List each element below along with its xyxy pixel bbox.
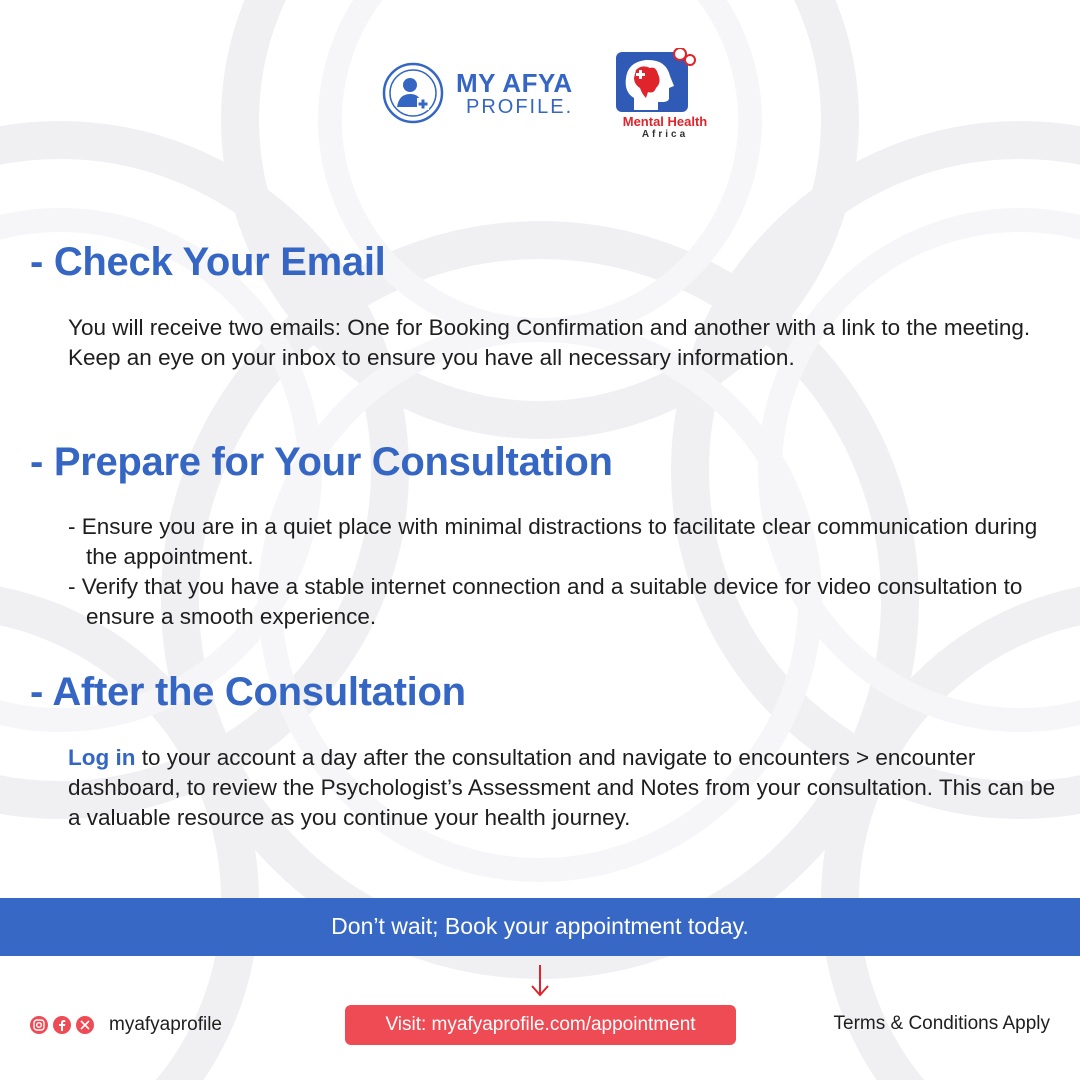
afya-profile-logo-icon	[382, 62, 444, 124]
mha-wordmark-line2: Africa	[641, 129, 689, 140]
afya-wordmark-line2: PROFILE.	[466, 96, 574, 118]
instagram-icon[interactable]	[30, 1016, 48, 1034]
section-heading-after: - After the Consultation	[30, 670, 466, 714]
afya-wordmark-line1: MY AFYA	[456, 68, 573, 98]
cta-banner: Don’t wait; Book your appointment today.	[0, 898, 1080, 956]
social-links	[30, 1014, 222, 1036]
visit-appointment-link[interactable]: Visit: myafyaprofile.com/appointment	[345, 1005, 736, 1045]
facebook-icon[interactable]	[53, 1016, 71, 1034]
arrow-down-icon	[528, 963, 552, 999]
prepare-bullet-2: - Verify that you have a stable internet connection and a suitable device for video consultation to ensure a smooth experience.	[68, 574, 1023, 629]
x-twitter-icon[interactable]	[76, 1016, 94, 1034]
terms-conditions-text: Terms & Conditions Apply	[833, 1013, 1050, 1034]
mha-wordmark-line1: Mental Health	[622, 114, 708, 129]
section-heading-check-email: - Check Your Email	[30, 240, 386, 284]
after-consultation-body	[68, 743, 1058, 833]
mental-health-africa-logo	[612, 48, 712, 148]
login-link[interactable]: Log in	[68, 745, 136, 770]
prepare-bullet-list	[68, 512, 1058, 632]
afya-profile-wordmark	[456, 70, 573, 118]
social-handle: myafyaprofile	[109, 1014, 222, 1035]
after-consultation-text: to your account a day after the consultation and navigate to encounters > encounter dashboard, to review the Psychologist’s Assessment and Notes from your consultation. This can be a valuable resource as you continue your health journey.	[68, 745, 1056, 830]
logo-area	[382, 48, 722, 148]
prepare-bullet-1: - Ensure you are in a quiet place with minimal distractions to facilitate clear communication during the appointment.	[68, 514, 1038, 569]
section-heading-prepare: - Prepare for Your Consultation	[30, 440, 613, 484]
check-email-body: You will receive two emails: One for Booking Confirmation and another with a link to the meeting. Keep an eye on your inbox to ensure you have all necessary information.	[68, 315, 1031, 370]
mental-health-head-icon	[612, 48, 712, 116]
